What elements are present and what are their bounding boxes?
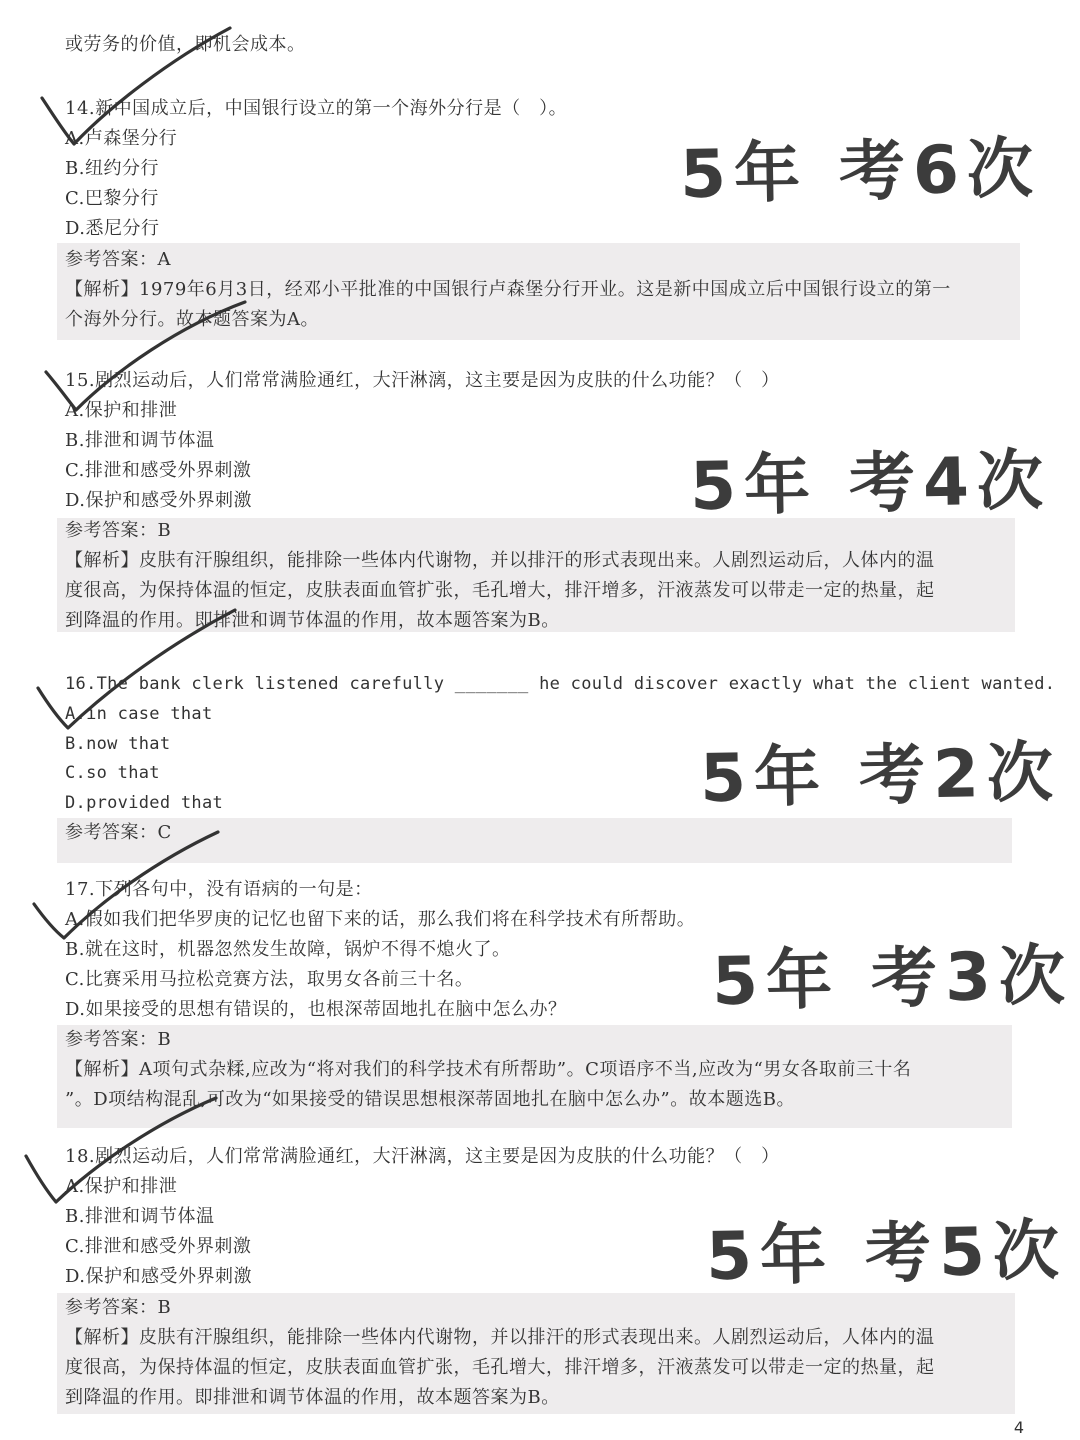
question-15-option-a: A.保护和排泄 <box>65 400 178 421</box>
question-17-analysis-line-2: ”。D项结构混乱,可改为“如果接受的错误思想根深蒂固地扎在脑中怎么办”。故本题选B。 <box>65 1089 795 1110</box>
checkmark-icon <box>30 600 250 740</box>
question-16-stem: 16.The bank clerk listened carefully _______ he could discover exactly what the client wanted. <box>65 674 1056 694</box>
question-17-option-a: A.假如我们把华罗庚的记忆也留下来的话，那么我们将在科学技术有所帮助。 <box>65 909 696 930</box>
question-14-answer: 参考答案：A <box>65 249 171 270</box>
question-15-frequency-note: 5年 考4次 <box>689 441 1052 526</box>
question-14-option-a: A.卢森堡分行 <box>65 128 178 149</box>
question-15-analysis-line-1: 【解析】皮肤有汗腺组织，能排除一些体内代谢物，并以排汗的形式表现出来。人剧烈运动后，人体内的温 <box>65 550 935 571</box>
question-17-analysis-line-1: 【解析】A项句式杂糅,应改为“将对我们的科学技术有所帮助”。C项语序不当,应改为“男女各取前三十名 <box>65 1059 912 1080</box>
question-15-analysis-line-2: 度很高，为保持体温的恒定，皮肤表面血管扩张，毛孔增大，排汗增多，汗液蒸发可以带走一定的热量，起 <box>65 580 935 601</box>
intro-text: 或劳务的价值，即机会成本。 <box>65 34 306 55</box>
question-18-analysis-line-3: 到降温的作用。即排泄和调节体温的作用，故本题答案为B。 <box>65 1387 560 1408</box>
question-16-option-a: A.in case that <box>65 704 213 724</box>
question-14-option-d: D.悉尼分行 <box>65 218 160 239</box>
question-16-option-b: B.now that <box>65 734 171 754</box>
page-number: 4 <box>1013 1418 1024 1437</box>
question-14-stem: 14.新中国成立后，中国银行设立的第一个海外分行是（ ）。 <box>65 98 568 119</box>
checkmark-icon <box>20 1090 240 1220</box>
question-15-option-c: C.排泄和感受外界刺激 <box>65 460 252 481</box>
question-16-option-d: D.provided that <box>65 793 224 813</box>
question-17-option-d: D.如果接受的思想有错误的，也根深蒂固地扎在脑中怎么办？ <box>65 999 567 1020</box>
question-18-answer: 参考答案：B <box>65 1297 172 1318</box>
question-14-analysis-line-2: 个海外分行。故本题答案为A。 <box>65 309 319 330</box>
question-17-option-b: B.就在这时，机器忽然发生故障，锅炉不得不熄火了。 <box>65 939 511 960</box>
question-16-option-c: C.so that <box>65 763 160 783</box>
question-17-frequency-note: 5年 考3次 <box>711 936 1074 1021</box>
question-15-option-d: D.保护和感受外界刺激 <box>65 490 253 511</box>
question-18-answer-box <box>57 1293 1015 1414</box>
question-15-analysis-line-3: 到降温的作用。即排泄和调节体温的作用，故本题答案为B。 <box>65 610 560 631</box>
question-18-analysis-line-1: 【解析】皮肤有汗腺组织，能排除一些体内代谢物，并以排汗的形式表现出来。人剧烈运动后，人体内的温 <box>65 1327 935 1348</box>
question-18-option-c: C.排泄和感受外界刺激 <box>65 1236 252 1257</box>
question-14-analysis-line-1: 【解析】1979年6月3日，经邓小平批准的中国银行卢森堡分行开业。这是新中国成立后中国银行设立的第一 <box>65 279 951 300</box>
question-14-option-b: B.纽约分行 <box>65 158 159 179</box>
question-14-option-c: C.巴黎分行 <box>65 188 159 209</box>
question-18-option-d: D.保护和感受外界刺激 <box>65 1266 253 1287</box>
question-15-option-b: B.排泄和调节体温 <box>65 430 215 451</box>
question-14-frequency-note: 5年 考6次 <box>679 129 1042 214</box>
question-15-stem: 15.剧烈运动后，人们常常满脸通红，大汗淋漓，这主要是因为皮肤的什么功能？（ ） <box>65 370 780 391</box>
checkmark-icon <box>40 290 260 420</box>
question-18-option-a: A.保护和排泄 <box>65 1176 178 1197</box>
question-17-stem: 17.下列各句中，没有语病的一句是： <box>65 879 373 900</box>
checkmark-icon <box>28 820 248 950</box>
question-18-frequency-note: 5年 考5次 <box>705 1211 1068 1296</box>
question-17-option-c: C.比赛采用马拉松竞赛方法，取男女各前三十名。 <box>65 969 474 990</box>
question-18-stem: 18.剧烈运动后，人们常常满脸通红，大汗淋漓，这主要是因为皮肤的什么功能？（ ） <box>65 1146 780 1167</box>
question-16-frequency-note: 5年 考2次 <box>699 733 1062 818</box>
question-16-answer: 参考答案：C <box>65 822 172 843</box>
question-18-analysis-line-2: 度很高，为保持体温的恒定，皮肤表面血管扩张，毛孔增大，排汗增多，汗液蒸发可以带走一定的热量，起 <box>65 1357 935 1378</box>
question-15-answer: 参考答案：B <box>65 520 172 541</box>
checkmark-icon <box>30 20 250 160</box>
question-17-answer: 参考答案：B <box>65 1029 172 1050</box>
question-18-option-b: B.排泄和调节体温 <box>65 1206 215 1227</box>
